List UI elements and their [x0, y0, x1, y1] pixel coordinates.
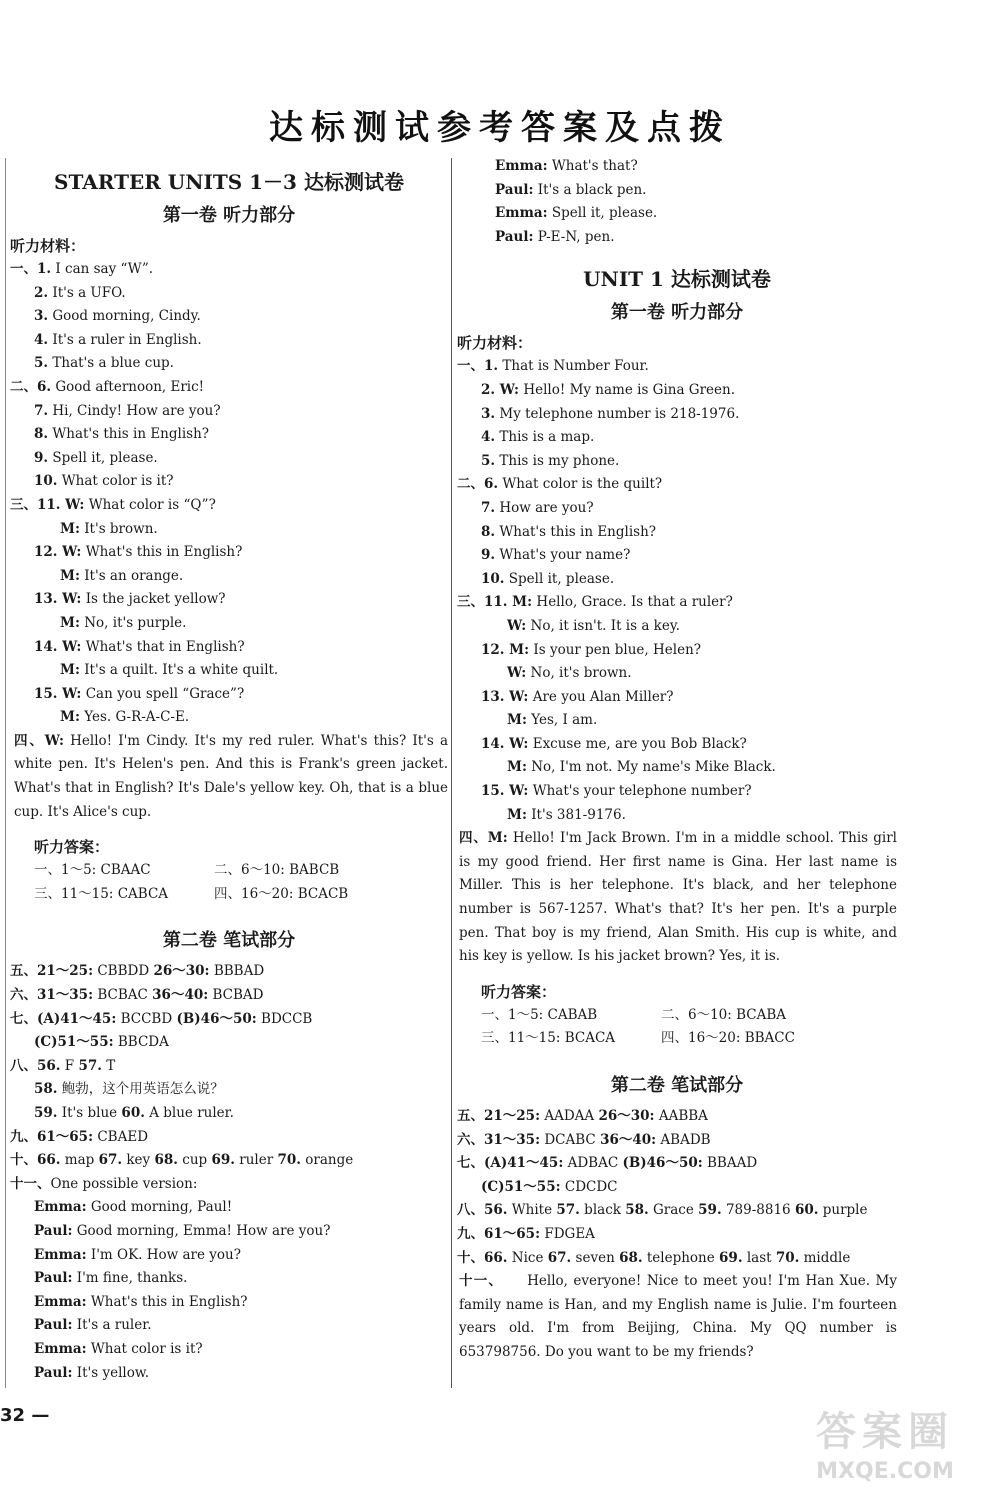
- text-line: [457, 497, 897, 521]
- text-line: [457, 1176, 897, 1200]
- column-divider: [451, 158, 452, 1388]
- text-line: [10, 470, 448, 494]
- text-line: [10, 423, 448, 447]
- text-line: [457, 639, 897, 663]
- item-text: CBBDD: [93, 963, 154, 980]
- item-number: 57.: [78, 1057, 102, 1074]
- item-number: Paul:: [495, 181, 534, 198]
- listening-material-list: [10, 258, 448, 730]
- listening-answers-label: 听力答案：: [34, 838, 110, 857]
- item-number: 九、61～65:: [10, 1128, 94, 1145]
- writing-text: Hello, everyone! Nice to meet you! I'm Han Xue. My family name is Han, and my English name is Julie. I'm fourteen years old. I'm from Beijing, China. My QQ number is 653798756. Do you want to be my friends?: [459, 1273, 897, 1360]
- item-text: Spell it, please.: [48, 449, 158, 466]
- item-number: 2.: [34, 284, 49, 301]
- item-number: 九、61～65:: [457, 1225, 541, 1242]
- item-text: 鲍勃，这个用英语怎么说？: [57, 1081, 224, 1098]
- item-number: 三、11. M:: [457, 594, 533, 611]
- item-number: 36～40:: [152, 987, 209, 1004]
- item-text: FDGEA: [540, 1225, 595, 1242]
- item-number: 69.: [719, 1249, 743, 1266]
- item-number: (B)46～50:: [176, 1010, 257, 1027]
- answer-row: [457, 1004, 897, 1028]
- item-text: It's brown.: [79, 520, 158, 537]
- answer-row: [10, 883, 448, 907]
- part2-title: 第二卷 笔试部分: [610, 1075, 744, 1096]
- item-number: W:: [507, 617, 527, 634]
- listening-material-label: 听力材料：: [457, 334, 533, 353]
- text-line: [10, 659, 448, 683]
- passage-number: 四、M:: [459, 830, 508, 847]
- item-text: T: [101, 1057, 116, 1074]
- item-text: I'm OK. How are you?: [86, 1246, 241, 1263]
- passage-text: Hello! I'm Jack Brown. I'm in a middle school. This girl is my good friend. Her first name is Gina. Her last name is Miller. This is her telephone. It's black, and her telephone number is 567-1257. What's that? It's her pen. It's a purple pen. That boy is my friend, Alan Smith. His cup is white, and his key is yellow. Is his jacket brown? Yes, it is.: [459, 830, 897, 965]
- item-text: White: [507, 1202, 557, 1219]
- item-text: What's this in English?: [81, 544, 243, 561]
- text-line: [457, 450, 897, 474]
- item-number: 68.: [619, 1249, 643, 1266]
- text-line: [457, 686, 897, 710]
- text-line: [457, 756, 897, 780]
- item-number: Emma:: [34, 1199, 87, 1216]
- item-text: What's this in English?: [86, 1293, 248, 1310]
- text-line: [10, 329, 448, 353]
- part1-title: 第一卷 听力部分: [610, 302, 744, 324]
- item-number: 8.: [34, 426, 49, 443]
- item-text: seven: [571, 1249, 620, 1266]
- left-margin-rule: [5, 158, 6, 1388]
- item-text: Hi, Cindy! How are you?: [48, 402, 221, 419]
- text-line: [457, 780, 897, 804]
- item-text: CBAED: [93, 1128, 149, 1145]
- text-line: [10, 305, 448, 329]
- part1-title: 第一卷 听力部分: [162, 205, 296, 226]
- item-number: 12. M:: [481, 641, 530, 658]
- text-line: [10, 960, 448, 984]
- item-number: 60.: [121, 1105, 145, 1121]
- item-number: 一、1.: [10, 261, 52, 277]
- item-text: How are you?: [495, 499, 594, 516]
- item-number: 58.: [625, 1202, 649, 1219]
- item-number: (C)51～55:: [34, 1034, 114, 1051]
- text-line: [457, 355, 897, 379]
- text-line: [10, 565, 448, 589]
- item-number: Emma:: [34, 1246, 87, 1263]
- item-text: Are you Alan Miller?: [528, 688, 674, 705]
- item-text: BCBAC: [93, 987, 153, 1004]
- item-number: 69.: [211, 1152, 235, 1169]
- item-number: 13. W:: [34, 591, 82, 608]
- item-text: orange: [300, 1152, 354, 1169]
- item-text: P-E-N, pen.: [533, 228, 615, 245]
- item-text: last: [742, 1249, 776, 1266]
- item-number: M:: [507, 806, 527, 823]
- text-line: [10, 494, 448, 518]
- watermark-top: 答案圈: [816, 1409, 954, 1455]
- item-text: No, it isn't. It is a key.: [526, 617, 680, 634]
- text-line: [457, 403, 897, 427]
- item-text: Good afternoon, Eric!: [51, 378, 205, 395]
- answer-row: [10, 859, 448, 883]
- answer-group: 三、11～15: CABCA: [34, 885, 169, 902]
- item-number: 三、11. W:: [10, 496, 85, 513]
- text-line: [10, 636, 448, 660]
- text-line: [457, 226, 897, 250]
- answer-group: 二、6～10: BABCB: [214, 862, 340, 879]
- item-text: purple: [818, 1202, 868, 1219]
- item-text: I'm fine, thanks.: [72, 1270, 188, 1287]
- item-number: 9.: [481, 547, 496, 564]
- text-line: [10, 588, 448, 612]
- text-line: [457, 709, 897, 733]
- text-line: [10, 1220, 448, 1244]
- item-text: This is my phone.: [495, 452, 620, 469]
- answer-group: 一、1～5: CABAB: [481, 1006, 598, 1023]
- text-line: [10, 282, 448, 306]
- item-number: 59.: [698, 1202, 722, 1219]
- text-line: [457, 521, 897, 545]
- text-line: [457, 473, 897, 497]
- text-line: [457, 1247, 897, 1271]
- item-number: M:: [60, 709, 80, 726]
- item-number: 3.: [481, 405, 496, 422]
- item-number: 7.: [481, 499, 496, 516]
- item-text: Is the jacket yellow?: [81, 591, 226, 608]
- item-text: BBCDA: [113, 1034, 169, 1051]
- item-text: What's that in English?: [81, 638, 245, 655]
- passage-number: 四、W:: [14, 732, 64, 749]
- text-line: [10, 1244, 448, 1268]
- text-line: [457, 1223, 897, 1247]
- written-answers: [10, 960, 448, 1385]
- part2-title: 第二卷 笔试部分: [162, 930, 296, 952]
- item-text: No, it's brown.: [526, 665, 632, 682]
- text-line: [10, 518, 448, 542]
- text-line: [457, 544, 897, 568]
- item-number: 六、31～35:: [457, 1131, 541, 1148]
- text-line: [10, 1149, 448, 1173]
- item-number: 67.: [547, 1249, 572, 1266]
- text-line: [10, 541, 448, 565]
- item-number: Emma:: [495, 205, 548, 222]
- item-text: It's an orange.: [79, 567, 184, 584]
- answer-row: [457, 1027, 897, 1051]
- item-text: No, it's purple.: [79, 614, 187, 631]
- item-text: That's a blue cup.: [48, 355, 174, 372]
- item-text: Can you spell “Grace”?: [81, 685, 245, 702]
- text-line: [10, 683, 448, 707]
- item-number: 70.: [277, 1152, 301, 1169]
- item-text: My telephone number is 218-1976.: [495, 405, 740, 422]
- item-text: Yes, I am.: [526, 712, 598, 729]
- item-number: M:: [60, 662, 80, 679]
- text-line: [10, 1338, 448, 1362]
- item-number: 12. W:: [34, 544, 82, 561]
- item-number: 60.: [794, 1202, 819, 1219]
- item-number: Paul:: [34, 1270, 73, 1287]
- answer-group: 一、1～5: CBAAC: [34, 862, 151, 879]
- item-text: What color is “Q”?: [84, 496, 216, 513]
- written-answers: [457, 1105, 897, 1270]
- item-number: M:: [60, 520, 80, 537]
- text-line: [10, 1102, 448, 1126]
- item-number: 26～30:: [153, 963, 210, 980]
- item-text: What's that?: [547, 158, 638, 174]
- item-text: Excuse me, are you Bob Black?: [528, 735, 747, 752]
- section-title-starter: STARTER UNITS 1－3 达标测试卷: [54, 170, 404, 194]
- text-line: [457, 1199, 897, 1223]
- item-text: BCCBD: [116, 1010, 177, 1027]
- text-line: [457, 1129, 897, 1153]
- item-text: A blue ruler.: [144, 1105, 234, 1121]
- item-text: One possible version:: [50, 1175, 198, 1192]
- text-line: [10, 1173, 448, 1197]
- item-text: What's this in English?: [48, 426, 210, 443]
- item-text: Hello! My name is Gina Green.: [519, 381, 736, 398]
- listening-passage: [457, 827, 897, 969]
- item-number: Paul:: [34, 1222, 73, 1239]
- item-number: 十、66.: [10, 1152, 61, 1169]
- text-line: [10, 1031, 448, 1055]
- item-number: 一、1.: [457, 358, 499, 375]
- item-text: ADBAC: [563, 1155, 623, 1172]
- item-text: Spell it, please.: [547, 205, 658, 222]
- item-number: 67.: [98, 1152, 123, 1169]
- item-text: key: [122, 1152, 155, 1169]
- item-text: It's 381-9176.: [526, 806, 626, 823]
- answer-group: 四、16～20: BBACC: [661, 1030, 795, 1047]
- item-text: Grace: [648, 1202, 699, 1219]
- item-text: It's yellow.: [72, 1364, 150, 1381]
- item-number: 14. W:: [34, 638, 82, 655]
- text-line: [10, 1126, 448, 1150]
- item-number: 五、21～25:: [10, 963, 94, 980]
- item-number: 57.: [556, 1202, 580, 1219]
- page-title: 达标测试参考答案及点拨: [269, 108, 731, 148]
- item-text: BBAAD: [702, 1155, 758, 1172]
- text-line: [10, 376, 448, 400]
- passage-text: Hello! I'm Cindy. It's my red ruler. What's this? It's a white pen. It's Helen's pen. And this is Frank's green jacket. What's that in English? It's Dale's yellow key. Oh, that is a blue cup. It's Alice's cup.: [14, 732, 448, 820]
- item-number: 10.: [34, 473, 58, 490]
- item-number: 十一、: [10, 1175, 51, 1192]
- item-number: M:: [60, 614, 80, 631]
- item-number: 七、(A)41～45:: [10, 1010, 117, 1027]
- item-number: 14. W:: [481, 735, 529, 752]
- item-text: Nice: [507, 1249, 548, 1266]
- text-line: [10, 706, 448, 730]
- item-text: AABBA: [654, 1108, 708, 1124]
- item-text: telephone: [642, 1249, 720, 1266]
- item-number: 八、56.: [10, 1057, 61, 1074]
- right-column: [457, 155, 897, 1365]
- item-number: 5.: [481, 452, 496, 469]
- text-line: [457, 568, 897, 592]
- item-number: (B)46～50:: [622, 1155, 703, 1172]
- item-text: Good morning, Emma! How are you?: [72, 1222, 331, 1239]
- item-text: What's this in English?: [495, 523, 657, 540]
- item-text: DCABC: [540, 1131, 601, 1148]
- listening-answers: [10, 859, 448, 906]
- item-number: 5.: [34, 355, 49, 372]
- section-title-unit1: UNIT 1 达标测试卷: [583, 267, 771, 292]
- item-number: 9.: [34, 449, 49, 466]
- item-number: Paul:: [495, 228, 534, 245]
- item-text: It's a UFO.: [48, 284, 126, 301]
- item-number: 15. W:: [34, 685, 82, 702]
- text-line: [10, 352, 448, 376]
- item-text: That is Number Four.: [498, 358, 649, 375]
- item-text: cup: [177, 1152, 212, 1169]
- watermark-logo: [790, 1400, 980, 1484]
- item-text: Yes. G-R-A-C-E.: [79, 709, 190, 726]
- writing-sample: [457, 1270, 897, 1364]
- item-text: Is your pen blue, Helen?: [529, 641, 702, 658]
- item-text: middle: [799, 1249, 851, 1266]
- item-number: Paul:: [34, 1317, 73, 1334]
- text-line: [457, 804, 897, 828]
- text-line: [10, 1055, 448, 1079]
- text-line: [457, 179, 897, 203]
- text-line: [10, 1267, 448, 1291]
- item-number: 7.: [34, 402, 49, 419]
- item-number: Emma:: [34, 1340, 87, 1357]
- item-text: It's a quilt. It's a white quilt.: [79, 662, 279, 679]
- writing-number: 十一、: [459, 1273, 504, 1290]
- item-number: 68.: [154, 1152, 178, 1169]
- item-text: ABADB: [656, 1131, 711, 1148]
- text-line: [10, 258, 448, 282]
- item-number: (C)51～55:: [481, 1178, 561, 1195]
- item-number: 4.: [34, 331, 49, 348]
- item-number: 26～30:: [598, 1108, 655, 1124]
- item-text: F: [60, 1057, 79, 1074]
- item-text: ruler: [234, 1152, 278, 1169]
- item-number: Emma:: [34, 1293, 87, 1310]
- text-line: [10, 447, 448, 471]
- item-number: M:: [507, 712, 527, 729]
- item-number: 8.: [481, 523, 496, 540]
- item-number: M:: [507, 759, 527, 776]
- text-line: [10, 1291, 448, 1315]
- item-text: BDCCB: [256, 1010, 313, 1027]
- item-number: Paul:: [34, 1364, 73, 1381]
- item-text: What color is the quilt?: [498, 476, 663, 493]
- item-number: 59.: [34, 1105, 58, 1121]
- item-text: It's blue: [57, 1105, 122, 1121]
- text-line: [457, 615, 897, 639]
- item-number: 10.: [481, 570, 505, 587]
- text-line: [10, 1078, 448, 1102]
- answer-group: 四、16～20: BCACB: [214, 885, 349, 902]
- item-text: 789-8816: [721, 1202, 795, 1219]
- item-text: It's a ruler.: [72, 1317, 152, 1334]
- item-number: 36～40:: [600, 1131, 657, 1148]
- left-column: [10, 162, 448, 1385]
- item-text: Spell it, please.: [504, 570, 615, 587]
- listening-passage: [10, 730, 448, 824]
- item-number: 58.: [34, 1081, 58, 1098]
- item-number: 八、56.: [457, 1202, 508, 1219]
- item-number: W:: [507, 665, 527, 682]
- item-text: Hello, Grace. Is that a ruler?: [532, 594, 733, 611]
- item-text: CDCDC: [560, 1178, 618, 1195]
- text-line: [457, 591, 897, 615]
- item-number: Emma:: [495, 158, 548, 174]
- listening-material-list: [457, 355, 897, 827]
- text-line: [457, 733, 897, 757]
- item-number: 五、21～25:: [457, 1108, 541, 1124]
- item-number: 15. W:: [481, 783, 529, 800]
- item-number: 二、6.: [10, 378, 52, 395]
- text-line: [10, 400, 448, 424]
- item-number: 六、31～35:: [10, 987, 94, 1004]
- item-text: This is a map.: [495, 429, 595, 446]
- text-line: [457, 379, 897, 403]
- text-line: [10, 1196, 448, 1220]
- text-line: [10, 1314, 448, 1338]
- item-number: 七、(A)41～45:: [457, 1155, 564, 1172]
- item-number: 13. W:: [481, 688, 529, 705]
- item-text: Good morning, Paul!: [86, 1199, 233, 1216]
- text-line: [457, 202, 897, 226]
- text-line: [457, 426, 897, 450]
- text-line: [10, 1362, 448, 1386]
- text-line: [457, 155, 897, 179]
- item-text: Good morning, Cindy.: [48, 308, 201, 325]
- text-line: [10, 984, 448, 1008]
- listening-answers-label: 听力答案：: [481, 982, 557, 1001]
- item-text: map: [60, 1152, 99, 1169]
- item-text: What color is it?: [86, 1340, 203, 1357]
- listening-material-label: 听力材料：: [10, 237, 86, 255]
- item-text: BBBAD: [209, 963, 265, 980]
- text-line: [457, 662, 897, 686]
- item-text: What's your name?: [495, 547, 631, 564]
- page-number: 32 —: [0, 1405, 50, 1426]
- item-text: What's your telephone number?: [528, 783, 752, 800]
- item-text: What color is it?: [57, 473, 174, 490]
- item-number: 4.: [481, 429, 496, 446]
- item-text: I can say “W”.: [51, 261, 154, 277]
- item-number: M:: [60, 567, 80, 584]
- item-text: BCBAD: [208, 987, 264, 1004]
- item-number: 十、66.: [457, 1249, 508, 1266]
- listening-answers: [457, 1004, 897, 1051]
- text-line: [457, 1152, 897, 1176]
- answer-group: 二、6～10: BCABA: [661, 1006, 787, 1023]
- item-text: black: [579, 1202, 626, 1219]
- item-text: It's a ruler in English.: [48, 331, 202, 348]
- item-number: 二、6.: [457, 476, 499, 493]
- answer-group: 三、11～15: BCACA: [481, 1030, 616, 1047]
- text-line: [10, 612, 448, 636]
- watermark-bottom: MXQE.COM: [816, 1459, 954, 1484]
- item-text: It's a black pen.: [533, 181, 647, 198]
- item-number: 70.: [775, 1249, 800, 1266]
- item-number: 2. W:: [481, 381, 520, 398]
- item-text: AADAA: [540, 1108, 599, 1124]
- item-text: No, I'm not. My name's Mike Black.: [526, 759, 776, 776]
- text-line: [457, 1105, 897, 1129]
- dialogue-continuation: [457, 155, 897, 249]
- item-number: 3.: [34, 308, 49, 325]
- text-line: [10, 1008, 448, 1032]
